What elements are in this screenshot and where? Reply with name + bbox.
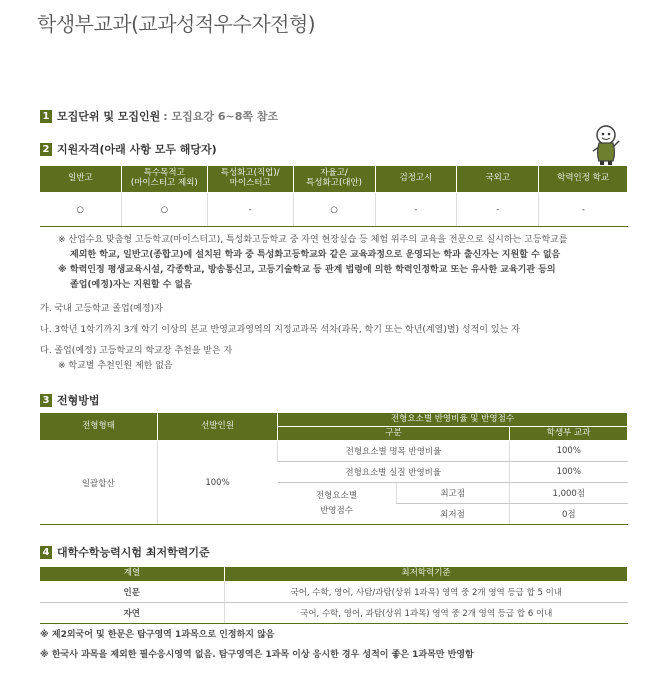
criteria-item-a: 가. 국내 고등학교 졸업(예정)자: [40, 304, 163, 314]
note-line: 졸업(예정)자는 지원할 수 없음: [70, 280, 192, 290]
page-title: 학생부교과(교과성적우수자전형): [37, 12, 316, 36]
note-line: ※ 산업수요 맞춤형 고등학교(마이스터고), 특성화고등학교 중 자연 현장실습 등 체험 위주의 교육을 전문으로 실시하는 고등학교를: [58, 235, 568, 245]
table-cell: -: [539, 193, 628, 227]
table-cell: ○: [40, 193, 122, 227]
section-number: 4: [40, 546, 52, 559]
section-number: 3: [40, 394, 52, 407]
minimum-standard-table: [39, 566, 628, 624]
col-header: 구분: [278, 427, 510, 441]
section-label: 지원자격(아래 사항 모두 해당자): [57, 143, 217, 156]
col-header: 자율고/ 특성화고(대안): [293, 166, 375, 193]
section-label: 대학수학능력시험 최저학력기준: [57, 546, 210, 559]
criteria-item-c-note: ※ 학교별 추천인원 제한 없음: [58, 361, 173, 371]
table-cell: 전형요소별 실질 반영비율: [278, 462, 510, 483]
section-label: 모집단위 및 모집인원: [57, 110, 161, 123]
col-header: 계열: [40, 567, 225, 582]
table-cell: 최고점: [396, 483, 510, 504]
note-line: ※ 학력인정 평생교육시설, 각종학교, 방송통신고, 고등기술학교 등 관계 법령에 의한 학력인정학교 또는 유사한 교육기관 등의: [58, 265, 556, 275]
col-header: 국외고: [457, 166, 539, 193]
section-1-heading: [40, 108, 278, 124]
footnote-1: ※ 제2외국어 및 한문은 탐구영역 1과목으로 인정하지 않음: [40, 630, 275, 640]
col-header: 특성화고(직업)/ 마이스터고: [207, 166, 293, 193]
section-label: 전형방법: [57, 394, 100, 407]
col-header: 특수목적고 (마이스터고 제외): [121, 166, 207, 193]
table-cell: 1,000점: [510, 483, 628, 504]
col-header: 일반고: [40, 166, 122, 193]
section-note: : 모집요강 6~8쪽 참조: [163, 110, 279, 123]
table-cell: ○: [293, 193, 375, 227]
table-cell: 일괄합산: [40, 441, 158, 525]
col-header: 최저학력기준: [225, 567, 628, 582]
mascot-character-icon: [590, 123, 622, 167]
table-cell: 100%: [158, 441, 278, 525]
table-cell: 인문: [40, 582, 225, 603]
criteria-item-c: 다. 졸업(예정) 고등학교의 학교장 추천을 받은 자: [40, 346, 233, 356]
table-cell: 자연: [40, 603, 225, 624]
table-cell: 전형요소별 명목 반영비율: [278, 441, 510, 462]
col-header: 검정고시: [375, 166, 457, 193]
table-cell: -: [375, 193, 457, 227]
table-cell: 국어, 수학, 영어, 사탐/과탐(상위 1과목) 영역 중 2개 영역 등급 합 5 이내: [225, 582, 628, 603]
table-cell: 0점: [510, 504, 628, 525]
eligibility-notes: [58, 233, 638, 293]
table-cell: ○: [121, 193, 207, 227]
criteria-item-b: 나. 3학년 1학기까지 3개 학기 이상의 본교 반영교과영역의 지정교과목 석차(과목, 학기 또는 학년(계열)별) 성적이 있는 자: [40, 325, 520, 335]
section-3-heading: [40, 392, 100, 408]
col-header: 전형요소별 반영비율 및 반영점수: [278, 413, 628, 427]
section-2-heading: [40, 141, 217, 157]
col-header: 학력인정 학교: [539, 166, 628, 193]
note-line: 제외한 학교, 일반고(종합고)에 설치된 학과 중 특성화고등학교와 같은 교육과정으로 운영되는 학과 출신자는 지원할 수 없음: [70, 250, 561, 260]
eligibility-table: [39, 165, 628, 227]
table-cell: 100%: [510, 462, 628, 483]
section-number: 2: [40, 143, 52, 156]
col-header: 전형형태: [40, 413, 158, 441]
table-cell: 전형요소별 반영점수: [278, 483, 397, 525]
table-cell: 최저점: [396, 504, 510, 525]
col-header: 학생부 교과: [510, 427, 628, 441]
table-cell: 100%: [510, 441, 628, 462]
table-cell: -: [457, 193, 539, 227]
table-cell: -: [207, 193, 293, 227]
section-number: 1: [40, 110, 52, 123]
table-cell: 국어, 수학, 영어, 과탐(상위 1과목) 영역 중 2개 영역 등급 합 6 이내: [225, 603, 628, 624]
section-4-heading: [40, 544, 210, 560]
selection-method-table: [39, 412, 628, 525]
col-header: 선발인원: [158, 413, 278, 441]
footnote-2: ※ 한국사 과목을 제외한 필수응시영역 없음. 탐구영역은 1과목 이상 응시한 경우 성적이 좋은 1과목만 반영함: [40, 650, 474, 660]
